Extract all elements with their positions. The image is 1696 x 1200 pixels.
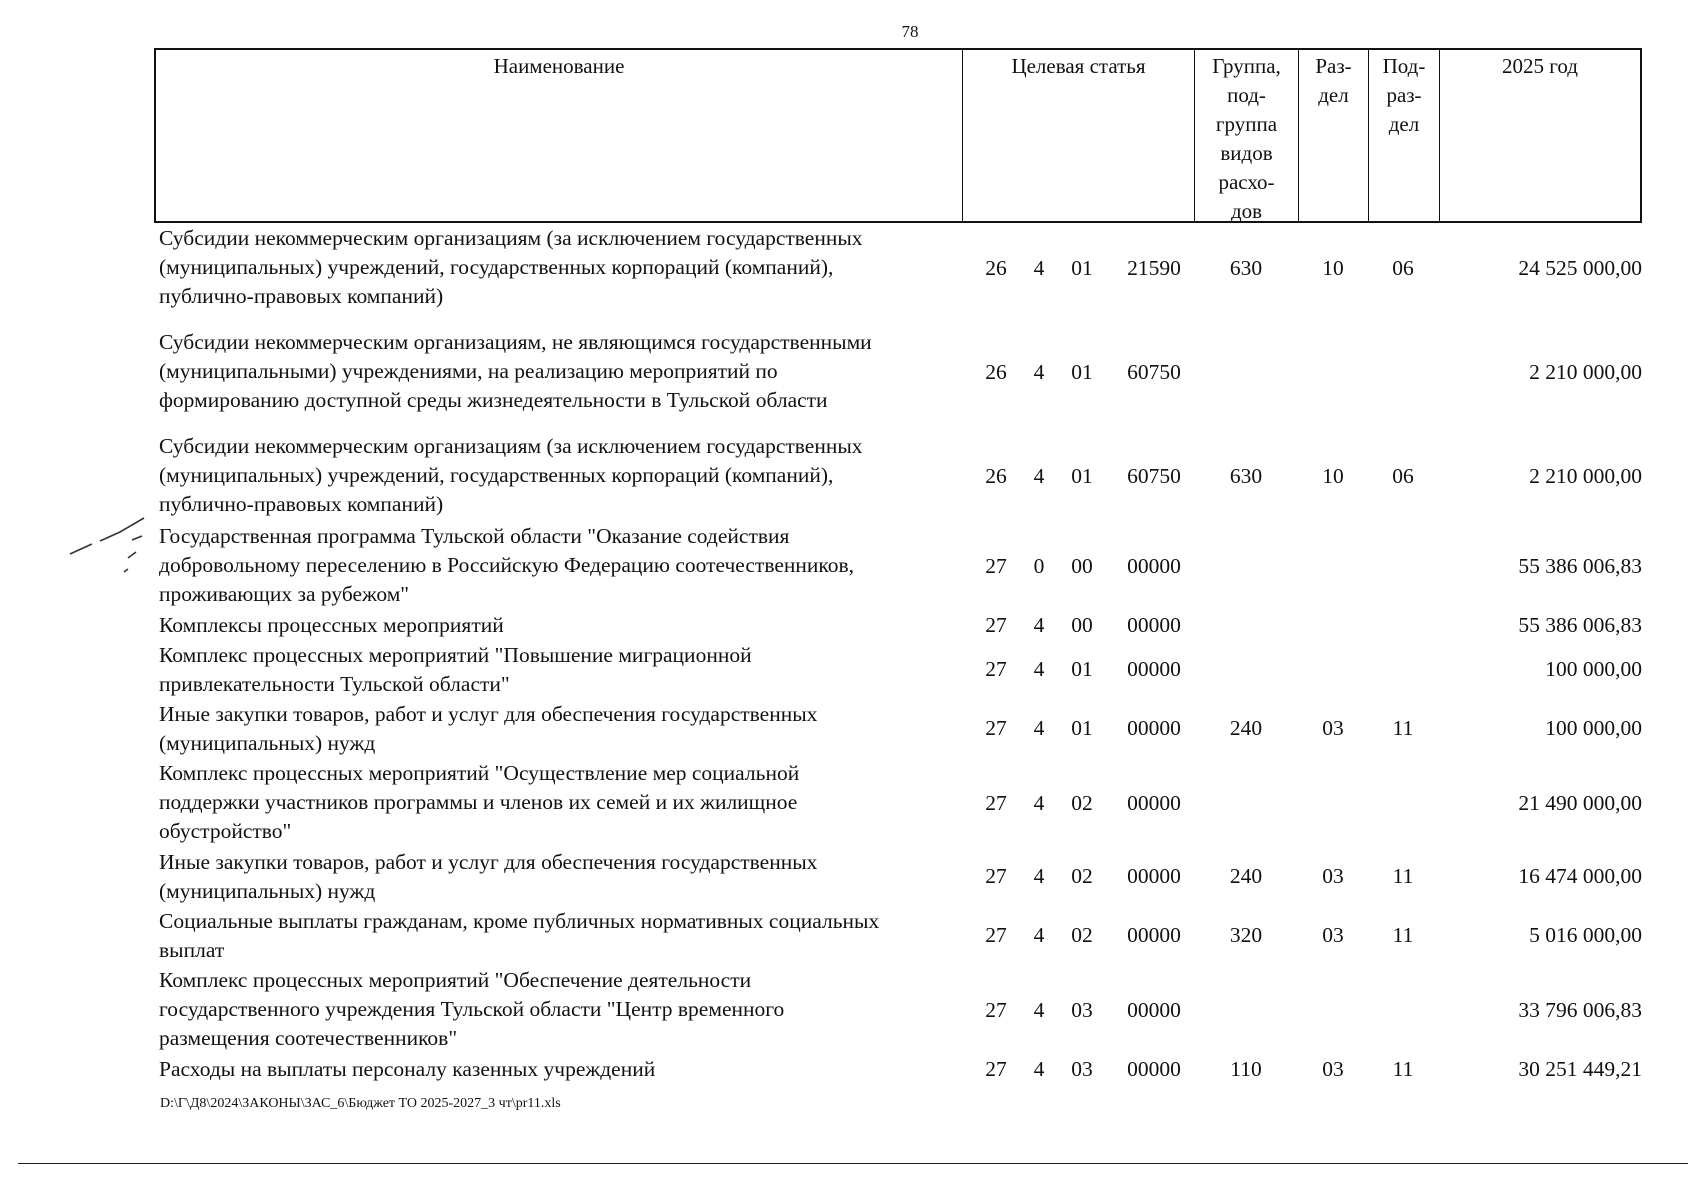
- table-row: [154, 328, 1644, 416]
- table-row: [154, 848, 1644, 906]
- row-name: [159, 1055, 959, 1084]
- row-section: 03: [1322, 864, 1344, 888]
- row-name-line: (муниципальных) нужд: [159, 731, 376, 755]
- row-subsection: 11: [1392, 716, 1414, 740]
- row-name-line: (муниципальными) учреждениями, на реализацию мероприятий по: [159, 359, 778, 383]
- row-name-line: Иные закупки товаров, работ и услуг для обеспечения государственных: [159, 850, 818, 874]
- bottom-divider: [18, 1163, 1688, 1164]
- table-header: [154, 48, 1642, 223]
- row-name-line: привлекательности Тульской области": [159, 672, 510, 696]
- row-name-line: Социальные выплаты гражданам, кроме публичных нормативных социальных: [159, 909, 880, 933]
- row-cs-element: 01: [1071, 716, 1093, 740]
- row-cs-element: 03: [1071, 1057, 1093, 1081]
- header-name: [156, 50, 963, 221]
- header-target-article-label: Целевая статья: [1011, 54, 1146, 78]
- row-subsection: 11: [1392, 864, 1414, 888]
- header-group-line: группа: [1215, 112, 1278, 136]
- row-cs-element: 01: [1071, 360, 1093, 384]
- row-cs-element: 02: [1071, 864, 1093, 888]
- handwritten-margin-mark-icon: [62, 508, 152, 598]
- row-cs-element: 02: [1071, 923, 1093, 947]
- row-name-line: публично-правовых компаний): [159, 284, 444, 308]
- row-name: [159, 700, 959, 758]
- row-name-line: Государственная программа Тульской области "Оказание содействия: [159, 524, 790, 548]
- table-row: [154, 224, 1644, 312]
- row-cs-direction: 21590: [1127, 256, 1181, 280]
- row-name-line: Комплексы процессных мероприятий: [159, 613, 504, 637]
- row-amount: 21 490 000,00: [1518, 791, 1642, 815]
- row-name: [159, 328, 959, 415]
- table-row: [154, 611, 1644, 640]
- row-amount: 2 210 000,00: [1529, 360, 1642, 384]
- row-cs-direction: 00000: [1127, 864, 1181, 888]
- row-cs-type: 4: [1033, 1057, 1045, 1081]
- row-name-line: Комплекс процессных мероприятий "Повышение миграционной: [159, 643, 752, 667]
- row-group: 630: [1229, 256, 1263, 280]
- table-row: [154, 966, 1644, 1054]
- row-amount: 5 016 000,00: [1529, 923, 1642, 947]
- row-amount: 33 796 006,83: [1518, 998, 1642, 1022]
- row-name-line: Комплекс процессных мероприятий "Осуществление мер социальной: [159, 761, 800, 785]
- table-row: [154, 759, 1644, 847]
- row-cs-program: 26: [985, 464, 1007, 488]
- row-cs-type: 4: [1033, 657, 1045, 681]
- header-subsection-line: дел: [1388, 112, 1420, 136]
- row-name-line: размещения соотечественников": [159, 1026, 458, 1050]
- row-cs-program: 27: [985, 554, 1007, 578]
- row-name-line: добровольному переселению в Российскую Федерацию соотечественников,: [159, 553, 855, 577]
- header-subsection: [1369, 50, 1440, 221]
- row-amount: 24 525 000,00: [1518, 256, 1642, 280]
- row-cs-type: 4: [1033, 716, 1045, 740]
- row-subsection: 06: [1392, 256, 1414, 280]
- row-cs-program: 27: [985, 613, 1007, 637]
- row-section: 03: [1322, 923, 1344, 947]
- row-cs-program: 26: [985, 256, 1007, 280]
- row-name: [159, 966, 959, 1053]
- row-subsection: 11: [1392, 923, 1414, 947]
- header-name-label: Наименование: [493, 54, 625, 78]
- header-group-line: видов: [1220, 141, 1273, 165]
- row-cs-type: 4: [1033, 923, 1045, 947]
- row-cs-program: 27: [985, 716, 1007, 740]
- table-row: [154, 432, 1644, 520]
- row-amount: 16 474 000,00: [1518, 864, 1642, 888]
- row-name-line: Субсидии некоммерческим организациям (за исключением государственных: [159, 434, 863, 458]
- row-name-line: выплат: [159, 938, 225, 962]
- row-amount: 100 000,00: [1545, 716, 1642, 740]
- row-cs-element: 01: [1071, 256, 1093, 280]
- row-cs-direction: 00000: [1127, 554, 1181, 578]
- table-row: [154, 522, 1644, 610]
- row-name-line: Комплекс процессных мероприятий "Обеспечение деятельности: [159, 968, 752, 992]
- row-cs-program: 27: [985, 864, 1007, 888]
- row-name: [159, 432, 959, 519]
- row-section: 10: [1322, 464, 1344, 488]
- header-subsection-line: раз-: [1386, 83, 1422, 107]
- row-name: [159, 522, 959, 609]
- row-name-line: Субсидии некоммерческим организациям, не являющимся государственными: [159, 330, 872, 354]
- row-cs-element: 02: [1071, 791, 1093, 815]
- header-section-line: Раз-: [1315, 54, 1352, 78]
- header-section: [1299, 50, 1369, 221]
- row-cs-type: 4: [1033, 256, 1045, 280]
- header-group-line: Группа,: [1212, 54, 1281, 78]
- row-cs-direction: 00000: [1127, 657, 1181, 681]
- row-cs-direction: 00000: [1127, 613, 1181, 637]
- row-amount: 30 251 449,21: [1518, 1057, 1642, 1081]
- header-year: [1440, 50, 1640, 221]
- row-group: 630: [1229, 464, 1263, 488]
- row-name-line: поддержки участников программы и членов их семей и их жилищное: [159, 790, 798, 814]
- row-section: 10: [1322, 256, 1344, 280]
- row-cs-element: 00: [1071, 613, 1093, 637]
- row-name-line: Иные закупки товаров, работ и услуг для обеспечения государственных: [159, 702, 818, 726]
- row-cs-direction: 00000: [1127, 1057, 1181, 1081]
- row-group: 240: [1229, 864, 1263, 888]
- row-name-line: (муниципальных) учреждений, государственных корпораций (компаний),: [159, 255, 834, 279]
- row-cs-direction: 00000: [1127, 791, 1181, 815]
- row-cs-element: 01: [1071, 657, 1093, 681]
- row-name: [159, 848, 959, 906]
- row-amount: 55 386 006,83: [1518, 613, 1642, 637]
- row-name-line: обустройство": [159, 819, 292, 843]
- row-name-line: Расходы на выплаты персоналу казенных учреждений: [159, 1057, 656, 1081]
- row-name: [159, 611, 959, 640]
- header-group-line: под-: [1227, 83, 1266, 107]
- table-row: [154, 1055, 1644, 1084]
- row-name: [159, 224, 959, 311]
- row-cs-direction: 60750: [1127, 360, 1181, 384]
- row-cs-program: 27: [985, 923, 1007, 947]
- row-amount: 55 386 006,83: [1518, 554, 1642, 578]
- header-target-article: [963, 50, 1195, 221]
- row-cs-type: 0: [1033, 554, 1045, 578]
- row-cs-program: 27: [985, 791, 1007, 815]
- header-group-line: дов: [1230, 199, 1263, 223]
- row-cs-element: 01: [1071, 464, 1093, 488]
- table-row: [154, 700, 1644, 758]
- header-subsection-line: Под-: [1382, 54, 1426, 78]
- row-cs-program: 27: [985, 657, 1007, 681]
- row-group: 240: [1229, 716, 1263, 740]
- row-group: 110: [1230, 1057, 1262, 1081]
- row-cs-program: 27: [985, 1057, 1007, 1081]
- header-group: [1195, 50, 1299, 221]
- row-subsection: 06: [1392, 464, 1414, 488]
- row-group: 320: [1229, 923, 1263, 947]
- row-cs-type: 4: [1033, 998, 1045, 1022]
- row-cs-direction: 00000: [1127, 998, 1181, 1022]
- row-name: [159, 641, 959, 699]
- header-group-line: расхо-: [1218, 170, 1275, 194]
- row-cs-direction: 00000: [1127, 716, 1181, 740]
- header-section-line: дел: [1318, 83, 1349, 107]
- row-cs-type: 4: [1033, 464, 1045, 488]
- table-row: [154, 641, 1644, 699]
- row-name-line: Субсидии некоммерческим организациям (за исключением государственных: [159, 226, 863, 250]
- header-year-label: 2025 год: [1502, 54, 1578, 78]
- row-name: [159, 759, 959, 846]
- row-cs-element: 03: [1071, 998, 1093, 1022]
- row-cs-direction: 00000: [1127, 923, 1181, 947]
- row-cs-type: 4: [1033, 613, 1045, 637]
- page-number: 78: [901, 22, 919, 41]
- footer-file-path: D:\Г\Д8\2024\ЗАКОНЫ\ЗАС_6\Бюджет ТО 2025-2027_3 чт\pr11.xls: [160, 1096, 561, 1111]
- row-cs-program: 27: [985, 998, 1007, 1022]
- row-name-line: (муниципальных) учреждений, государственных корпораций (компаний),: [159, 463, 834, 487]
- row-amount: 2 210 000,00: [1529, 464, 1642, 488]
- row-amount: 100 000,00: [1545, 657, 1642, 681]
- row-cs-direction: 60750: [1127, 464, 1181, 488]
- row-cs-type: 4: [1033, 360, 1045, 384]
- row-name-line: формированию доступной среды жизнедеятельности в Тульской области: [159, 388, 828, 412]
- row-subsection: 11: [1392, 1057, 1414, 1081]
- row-name-line: публично-правовых компаний): [159, 492, 444, 516]
- row-name-line: (муниципальных) нужд: [159, 879, 376, 903]
- row-cs-type: 4: [1033, 791, 1045, 815]
- row-name-line: проживающих за рубежом": [159, 582, 410, 606]
- row-section: 03: [1322, 716, 1344, 740]
- row-cs-program: 26: [985, 360, 1007, 384]
- table-row: [154, 907, 1644, 965]
- row-section: 03: [1322, 1057, 1344, 1081]
- row-name-line: государственного учреждения Тульской области "Центр временного: [159, 997, 785, 1021]
- row-cs-element: 00: [1071, 554, 1093, 578]
- row-name: [159, 907, 959, 965]
- row-cs-type: 4: [1033, 864, 1045, 888]
